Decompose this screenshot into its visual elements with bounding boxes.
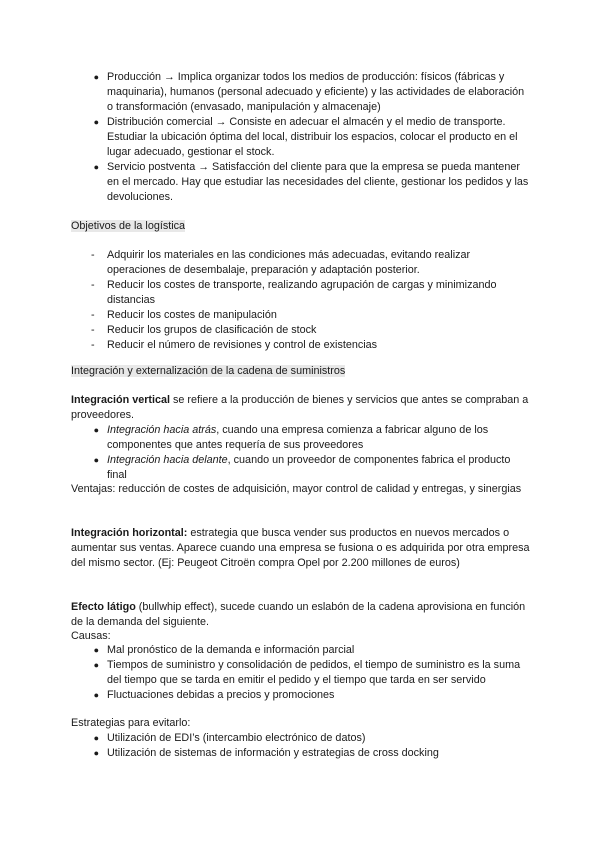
latigo-paragraph: Efecto látigo (bullwhip effect), sucede cuando un eslabón de la cadena aprovisiona en función de la demanda del siguiente.: [71, 601, 526, 628]
bullet-icon: ●: [93, 72, 99, 82]
dash-icon: -: [91, 324, 95, 336]
horizontal-paragraph: Integración horizontal: estrategia que busca vender sus productos en nuevos mercados o aumentar sus ventas. Aparece cuando una empresa se fusiona o es adquirida por otra empresa del mismo sector. (Ej: Peugeot Citroën compra Opel por 2.200 millones de euros): [71, 527, 530, 569]
bullet-icon: ●: [93, 660, 99, 670]
estrategias-list: [71, 731, 531, 761]
dash-icon: -: [91, 309, 95, 321]
list-item: ● Producción → Implica organizar todos los medios de producción: físicos (fábricas y maquinaria), humanos (personal adecuado y eficiente) y las actividades de elaboración o transformación (envasado, manipulación y almacenaje): [71, 70, 531, 115]
bullet-icon: ●: [93, 748, 99, 758]
dash-icon: -: [91, 339, 95, 351]
heading-objetivos: Objetivos de la logística: [71, 220, 186, 232]
list-item: ● Utilización de EDI’s (intercambio electrónico de datos): [71, 731, 531, 746]
list-item: ● Integración hacia atrás, cuando una empresa comienza a fabricar alguno de los componentes que antes requería de sus proveedores: [71, 423, 531, 453]
list-item: - Reducir los costes de manipulación: [71, 308, 531, 323]
causas-label: Causas:: [71, 630, 111, 642]
list-item: ● Servicio postventa → Satisfacción del cliente para que la empresa se pueda mantener en el mercado. Hay que estudiar las necesidades del cliente, gestionar los pedidos y las devoluciones.: [71, 160, 531, 205]
vertical-list: [71, 423, 531, 483]
bullet-icon: ●: [93, 645, 99, 655]
list-item: ● Distribución comercial → Consiste en adecuar el almacén y el medio de transporte. Estudiar la ubicación óptima del local, distribuir los espacios, colocar el producto en el lugar adecuado, gestionar el stock.: [71, 115, 531, 160]
bullet-icon: ●: [93, 690, 99, 700]
causas-list: [71, 643, 531, 703]
vertical-term: Integración vertical: [71, 394, 171, 406]
list-item: - Adquirir los materiales en las condiciones más adecuadas, evitando realizar operaciones de desembalaje, preparación y adaptación posterior.: [71, 248, 531, 278]
heading-integracion: Integración y externalización de la cadena de suministros: [71, 365, 346, 377]
bullet-icon: ●: [93, 162, 99, 172]
bullet-icon: ●: [93, 117, 99, 127]
estrategias-label: Estrategias para evitarlo:: [71, 717, 191, 729]
latigo-term: Efecto látigo: [71, 601, 136, 613]
section1-list: [71, 70, 531, 205]
objetivos-list: [71, 248, 531, 353]
horizontal-term: Integración horizontal:: [71, 527, 188, 539]
list-item: ● Utilización de sistemas de información y estrategias de cross docking: [71, 746, 531, 761]
list-item: - Reducir los grupos de clasificación de stock: [71, 323, 531, 338]
dash-icon: -: [91, 249, 95, 261]
list-item: ● Mal pronóstico de la demanda e información parcial: [71, 643, 531, 658]
vertical-ventajas: Ventajas: reducción de costes de adquisición, mayor control de calidad y entregas, y sinergias: [71, 483, 522, 495]
list-item: - Reducir el número de revisiones y control de existencias: [71, 338, 531, 353]
list-item: - Reducir los costes de transporte, realizando agrupación de cargas y minimizando distancias: [71, 278, 531, 308]
bullet-icon: ●: [93, 455, 99, 465]
list-item: ● Tiempos de suministro y consolidación de pedidos, el tiempo de suministro es la suma del tiempo que se tarda en emitir el pedido y el tiempo que tarda en ser servido: [71, 658, 531, 688]
bullet-icon: ●: [93, 425, 99, 435]
list-item: ● Integración hacia delante, cuando un proveedor de componentes fabrica el producto final: [71, 453, 531, 483]
vertical-paragraph: Integración vertical se refiere a la producción de bienes y servicios que antes se compraban a proveedores.: [71, 394, 529, 421]
bullet-icon: ●: [93, 733, 99, 743]
list-item: ● Fluctuaciones debidas a precios y promociones: [71, 688, 531, 703]
dash-icon: -: [91, 279, 95, 291]
